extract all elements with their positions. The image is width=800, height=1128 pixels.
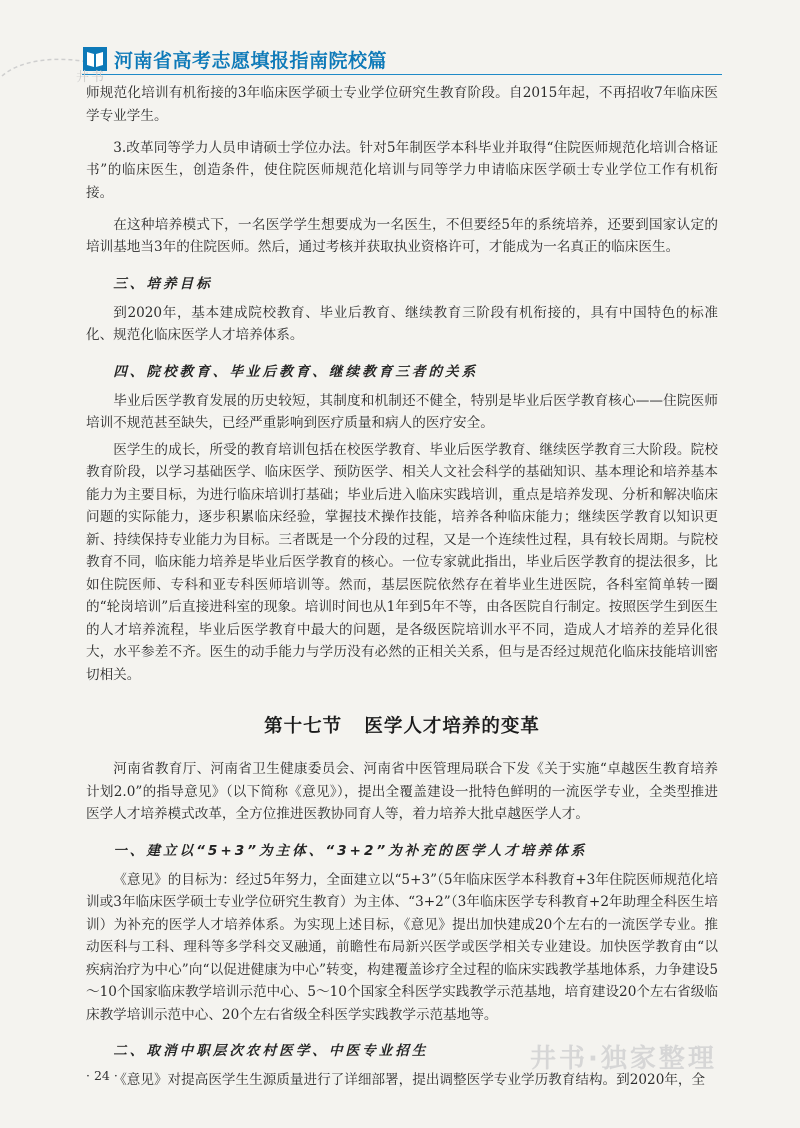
chapter-title: 第十七节 医学人才培养的变革 <box>264 716 540 737</box>
page-header <box>82 44 722 78</box>
paragraph: 医学生的成长，所受的教育培训包括在校医学教育、毕业后医学教育、继续医学教育三大阶段。院校教育阶段，以学习基础医学、临床医学、预防医学、相关人文社会科学的基础知识、基本理论和培养基本能力为主要目标，为进行临床培训打基础；毕业后进入临床实践培训，重点是培养发现、分析和解决临床问题的实际能力，逐步积累临床经验，掌握技术操作技能，培养各种临床能力；继续医学教育以知识更新、持续保持专业能力为目标。三者既是一个分段的过程，又是一个连续性过程，具有较长周期。与院校教育不同，临床能力培养是毕业后医学教育的核心。一位专家就此指出，毕业后医学教育的提法很多，比如住院医师、专科和亚专科医师培训等。然而，基层医院依然存在着毕业生进医院，各科室简单转一圈的“轮岗培训”后直接进科室的现象。培训时间也从1年到5年不等，由各医院自行制定。按照医学生到医生的人才培养流程，毕业后医学教育中最大的问题，是各级医院培训水平不同，造成人才培养的差异化很大，水平参差不齐。医生的动手能力与学历没有必然的正相关关系，但与是否经过规范化临床技能培训密切相关。 <box>86 441 718 683</box>
paragraph: 到2020年，基本建成院校教育、毕业后教育、继续教育三阶段有机衔接的，具有中国特色的标准化、规范化临床医学人才培养体系。 <box>86 304 718 343</box>
paragraph: 3.改革同等学力人员申请硕士学位办法。针对5年制医学本科毕业并取得“住院医师规范化培训合格证书”的临床医生，创造条件，使住院医师规范化培训与同等学力申请临床医学硕士专业学位工作有机衔接。 <box>86 139 718 201</box>
paragraph: 河南省教育厅、河南省卫生健康委员会、河南省中医管理局联合下发《关于实施“卓越医生教育培养计划2.0”的指导意见》（以下简称《意见》），提出全覆盖建设一批特色鲜明的一流医学专业，全类型推进医学人才培养模式改革，全方位推进医教协同育人等，着力培养大批卓越医学人才。 <box>86 761 718 822</box>
section-heading: 四、院校教育、毕业后教育、继续教育三者的关系 <box>113 363 479 380</box>
paragraph: 《意见》对提高医学生生源质量进行了详细部署，提出调整医学专业学历教育结构。到2020年，全 <box>113 1072 706 1088</box>
page-content <box>86 82 718 1101</box>
paragraph: 毕业后医学教育发展的历史较短，其制度和机制还不健全，特别是毕业后医学教育核心——住院医师培训不规范甚至缺失，已经严重影响到医疗质量和病人的医疗安全。 <box>86 392 718 431</box>
paragraph: 师规范化培训有机衔接的3年临床医学硕士专业学位研究生教育阶段。自2015年起，不再招收7年临床医学专业学生。 <box>86 85 718 124</box>
watermark-top: 井书 <box>76 70 107 85</box>
section-heading: 二、取消中职层次农村医学、中医专业招生 <box>113 1043 429 1059</box>
page-number: · 24 · <box>86 1068 118 1083</box>
paragraph: 《意见》的目标为：经过5年努力，全面建立以“5+3”（5年临床医学本科教育+3年住院医师规范化培训或3年临床医学硕士专业学位研究生教育）为主体、“3+2”（3年临床医学专科教育+2年助理全科医生培训）为补充的医学人才培养体系。为实现上述目标，《意见》提出加快建成20个左右的一流医学专业。推动医科与工科、理科等多学科交叉融通，前瞻性布局新兴医学或医学相关专业建设。加快医学教育由“以疾病治疗为中心”向“以促进健康为中心”转变，构建覆盖诊疗全过程的临床实践教学基地体系，力争建设5～10个国家临床教学培训示范中心、5～10个国家全科医学实践教学示范基地，培育建设20个左右省级临床教学培训示范中心、20个左右省级全科医学实践教学示范基地等。 <box>86 871 718 1023</box>
header-rule <box>82 74 722 75</box>
header-title: 河南省高考志愿填报指南院校篇 <box>114 50 388 72</box>
paragraph: 在这种培养模式下，一名医学学生想要成为一名医生，不但要经5年的系统培养，还要到国家认定的培训基地当3年的住院医师。然后，通过考核并获取执业资格许可，才能成为一名真正的临床医生。 <box>86 216 718 255</box>
section-heading: 一、建立以“5+3”为主体、“3+2”为补充的医学人才培养体系 <box>113 842 588 859</box>
watermark-bottom: 井书·独家整理 <box>530 1044 717 1074</box>
section-heading: 三、培养目标 <box>113 275 213 292</box>
